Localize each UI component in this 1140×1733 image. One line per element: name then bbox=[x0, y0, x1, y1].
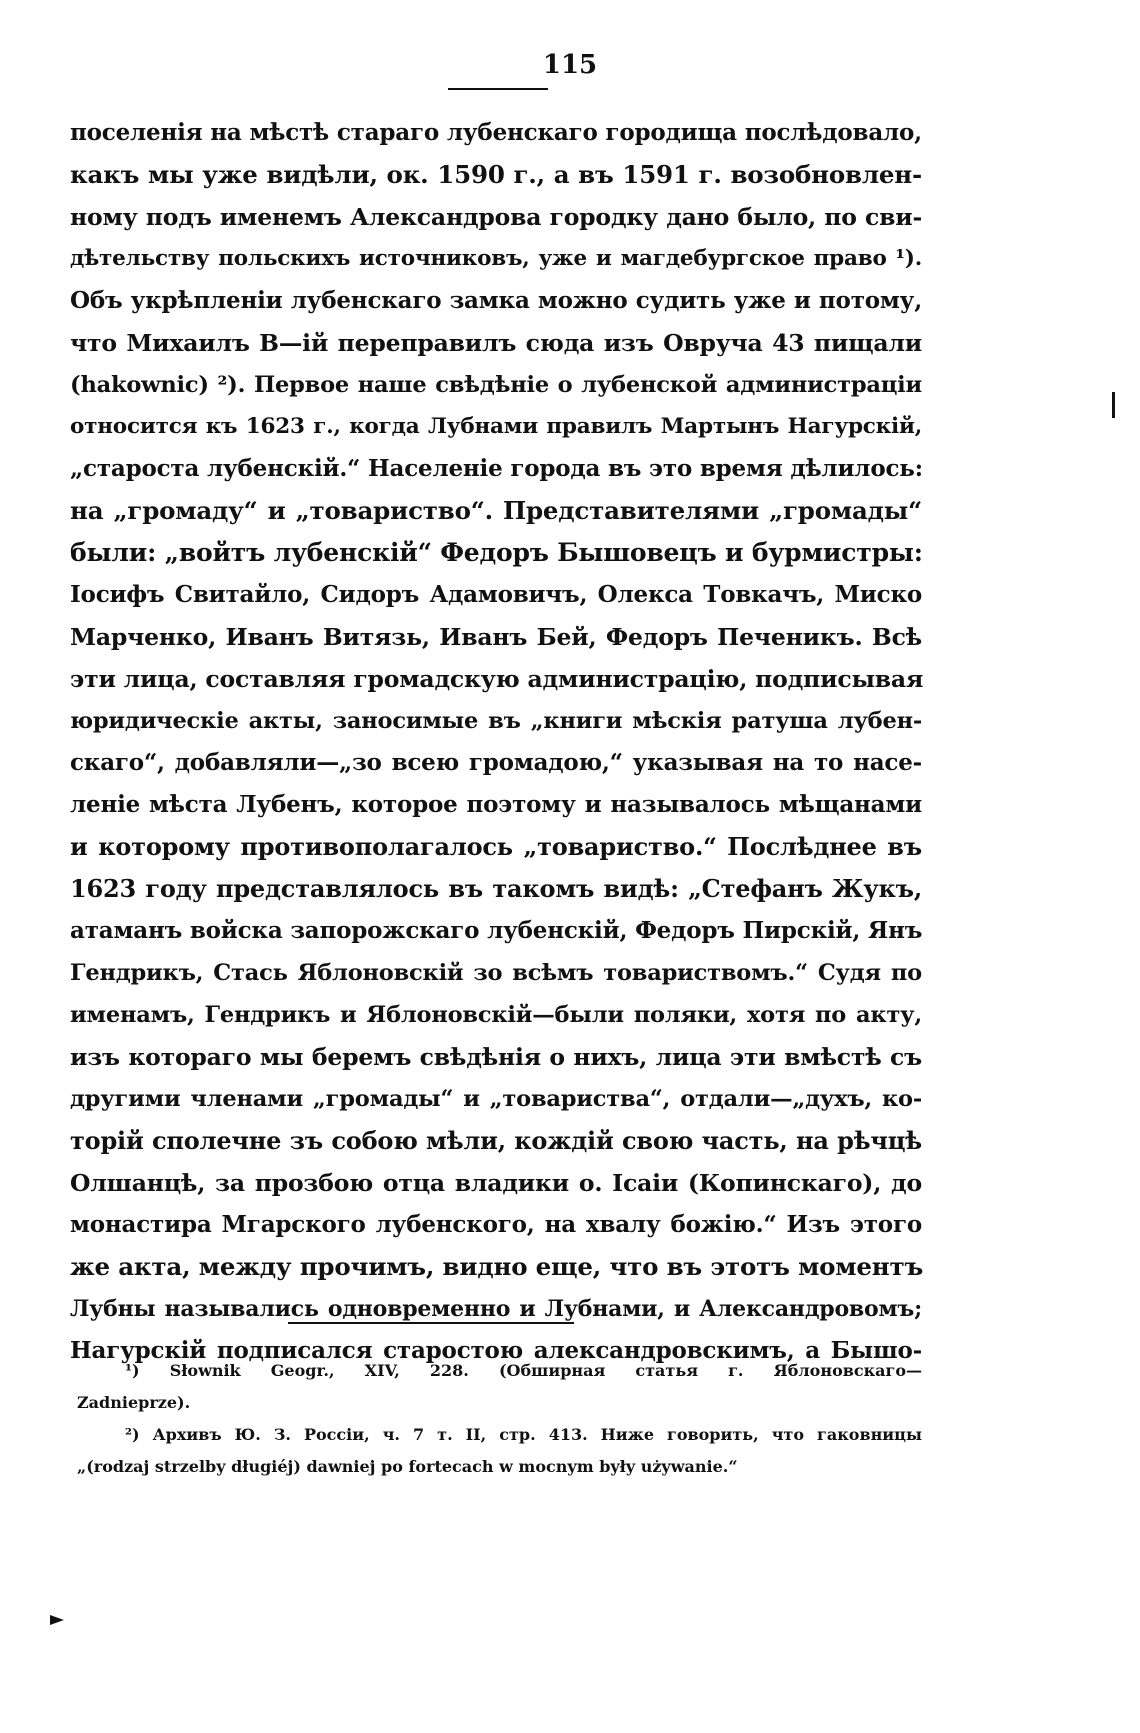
text-line: атаманъ войска запорожскаго лубенскій, Федоръ Пирскій, Янъ bbox=[70, 917, 923, 944]
text-line: скаго“, добавляли—„зо всею громадою,“ указывая на то насе- bbox=[70, 749, 922, 776]
text-line: поселенія на мѣстѣ стараго лубенскаго городища послѣдовало, bbox=[70, 119, 922, 146]
text-line: Марченко, Иванъ Витязь, Иванъ Бей, Федоръ Печеникъ. Всѣ bbox=[70, 623, 922, 651]
text-line: Нагурскій подписался старостою александровскимъ, а Бышо- bbox=[70, 1337, 922, 1364]
page-number-rule bbox=[448, 88, 548, 90]
text-line: (hakownic) ²). Первое наше свѣдѣніе о лубенской администраціи bbox=[70, 372, 922, 398]
text-line: дѣтельству польскихъ источниковъ, уже и магдебургское право ¹). bbox=[70, 246, 922, 271]
text-line: „староста лубенскій.“ Населеніе города въ это время дѣлилось: bbox=[70, 455, 923, 482]
body-text bbox=[70, 112, 922, 1372]
margin-mark bbox=[1112, 392, 1115, 418]
text-line: и которому противополагалось „товариство.“ Послѣднее въ bbox=[70, 832, 922, 861]
text-line: относится къ 1623 г., когда Лубнами правилъ Мартынъ Нагурскій, bbox=[70, 414, 922, 439]
text-line: 1623 году представлялось въ такомъ видѣ: „Стефанъ Жукъ, bbox=[70, 874, 922, 903]
text-line: что Михаилъ В—ій переправилъ сюда изъ Овруча 43 пищали bbox=[70, 329, 922, 357]
text-line: изъ котораго мы беремъ свѣдѣнія о нихъ, лица эти вмѣстѣ съ bbox=[70, 1043, 922, 1071]
footnote-line: ¹) Słownik Geogr., XIV, 228. (Обширная статья г. Яблоновскаго— bbox=[125, 1361, 922, 1380]
footnotes bbox=[77, 1355, 922, 1483]
text-line: Объ укрѣпленіи лубенскаго замка можно судить уже и потому, bbox=[70, 287, 922, 314]
text-line: Іосифъ Свитайло, Сидоръ Адамовичъ, Олекса Товкачъ, Миско bbox=[70, 581, 922, 608]
text-line: леніе мѣста Лубенъ, которое поэтому и называлось мѣщанами bbox=[70, 791, 922, 818]
scan-edge-mark bbox=[50, 1615, 64, 1625]
text-line: Гендрикъ, Стась Яблоновскій зо всѣмъ товариствомъ.“ Судя по bbox=[70, 960, 922, 986]
text-line: на „громаду“ и „товариство“. Представителями „громады“ bbox=[70, 496, 922, 525]
text-line: какъ мы уже видѣли, ок. 1590 г., а въ 1591 г. возобновлен- bbox=[70, 160, 922, 189]
text-line: были: „войтъ лубенскій“ Федоръ Бышовецъ и бурмистры: bbox=[70, 538, 923, 567]
footnote-rule bbox=[288, 1322, 574, 1324]
text-line: ному подъ именемъ Александрова городку дано было, по сви- bbox=[70, 203, 922, 231]
text-line: торій сполечне зъ собою мѣли, кождій свою часть, на рѣчцѣ bbox=[70, 1126, 922, 1155]
text-line: же акта, между прочимъ, видно еще, что въ этотъ моментъ bbox=[70, 1252, 924, 1281]
text-line: Олшанцѣ, за прозбою отца владики о. Ісаіи (Копинскаго), до bbox=[70, 1169, 922, 1197]
page-number: 115 bbox=[542, 50, 598, 80]
footnote-line: Zadnieprze). bbox=[77, 1393, 191, 1412]
text-line: эти лица, составляя громадскую администрацію, подписывая bbox=[70, 665, 924, 693]
text-line: юридическіе акты, заносимые въ „книги мѣскія ратуша лубен- bbox=[70, 708, 922, 734]
text-line: именамъ, Гендрикъ и Яблоновскій—были поляки, хотя по акту, bbox=[70, 1002, 922, 1028]
text-line: Лубны назывались одновременно и Лубнами, и Александровомъ; bbox=[70, 1296, 922, 1322]
footnote-line: „(rodzaj strzelby długiéj) dawniej po fortecach w mocnym były używanie.“ bbox=[77, 1457, 738, 1476]
text-line: монастира Мгарского лубенского, на хвалу божію.“ Изъ этого bbox=[70, 1211, 922, 1238]
text-line: другими членами „громады“ и „товариства“, отдали—„духъ, ко- bbox=[70, 1086, 922, 1112]
footnote-line: ²) Архивъ Ю. З. Россіи, ч. 7 т. II, стр. 413. Ниже говорить, что гаковницы bbox=[125, 1425, 922, 1444]
